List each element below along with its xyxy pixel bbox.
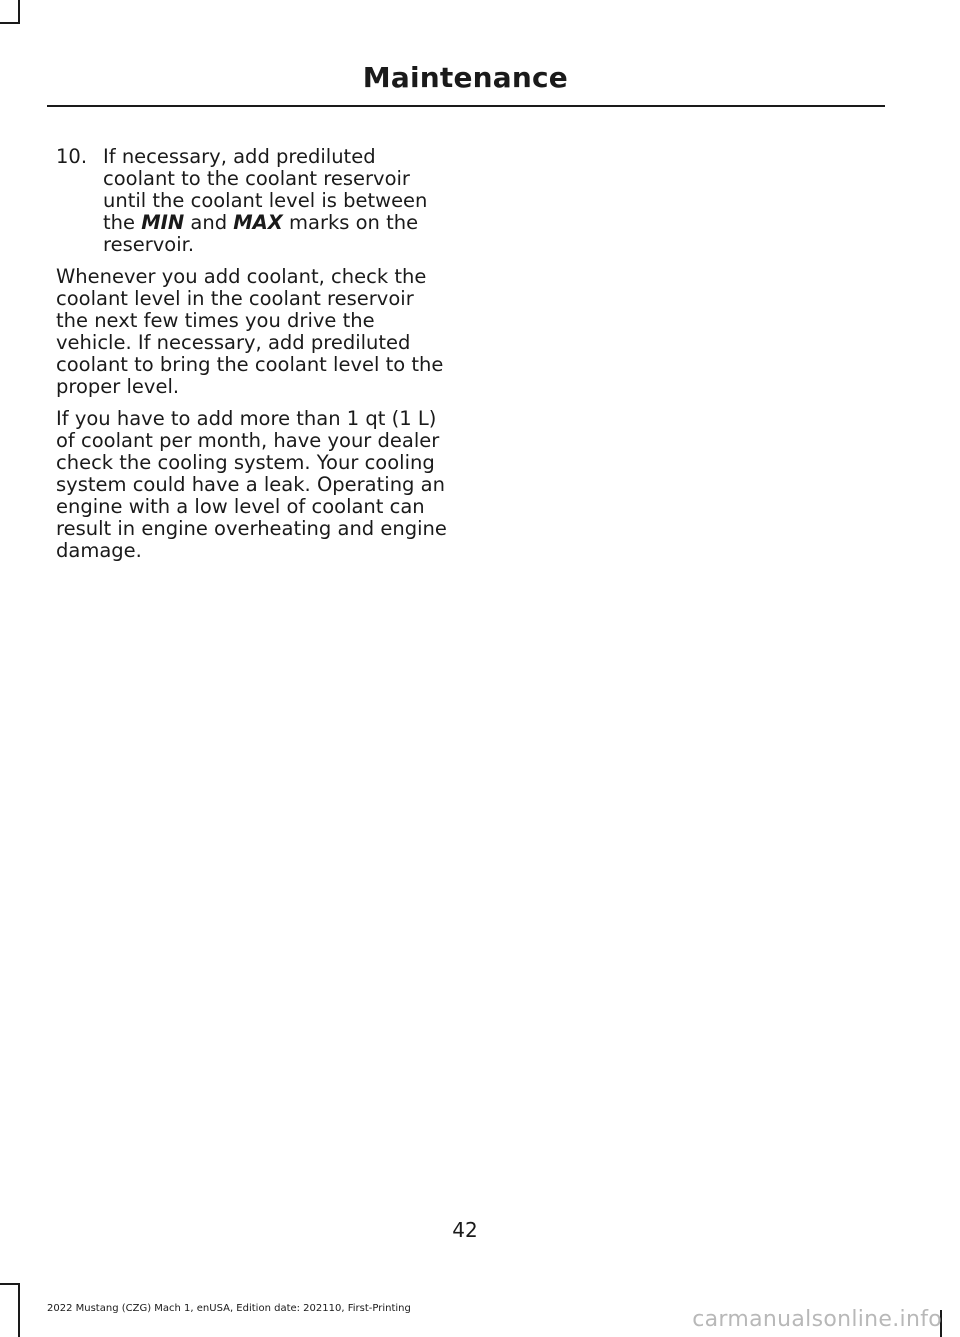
header-divider: [47, 105, 885, 107]
page-title: Maintenance: [362, 61, 568, 94]
watermark: carmanualsonline.info: [692, 1307, 942, 1332]
step-text-after: marks on the reservoir.: [103, 211, 419, 256]
min-mark-label: MIN: [141, 211, 185, 234]
step-number: 10.: [56, 145, 88, 168]
main-content: [56, 146, 450, 572]
crop-mark-top-left-vertical: [18, 0, 20, 24]
crop-mark-bottom-left-horizontal: [0, 1283, 20, 1285]
paragraph-check-coolant: Whenever you add coolant, check the coolant level in the coolant reservoir the next few times you drive the vehicle. If necessary, add prediluted coolant to bring the coolant level to the proper level.: [56, 265, 444, 398]
footer-edition-info: 2022 Mustang (CZG) Mach 1, enUSA, Edition date: 202110, First-Printing: [47, 1303, 411, 1314]
step-text-before: If necessary, add prediluted coolant to the coolant reservoir until the coolant level is between the: [103, 145, 428, 234]
crop-mark-bottom-left-vertical: [18, 1283, 20, 1337]
paragraph-coolant-leak-warning: If you have to add more than 1 qt (1 L) of coolant per month, have your dealer check the cooling system. Your cooling system could have a leak. Operating an engine with a low level of coolant can result in engine overheating and engine damage.: [56, 407, 447, 562]
page-number: 42: [452, 1218, 478, 1242]
step-10: [56, 146, 450, 256]
max-mark-label: MAX: [233, 211, 283, 234]
step-text-between: and: [184, 211, 234, 234]
crop-mark-top-left-horizontal: [0, 22, 20, 24]
step-text: [103, 146, 450, 256]
